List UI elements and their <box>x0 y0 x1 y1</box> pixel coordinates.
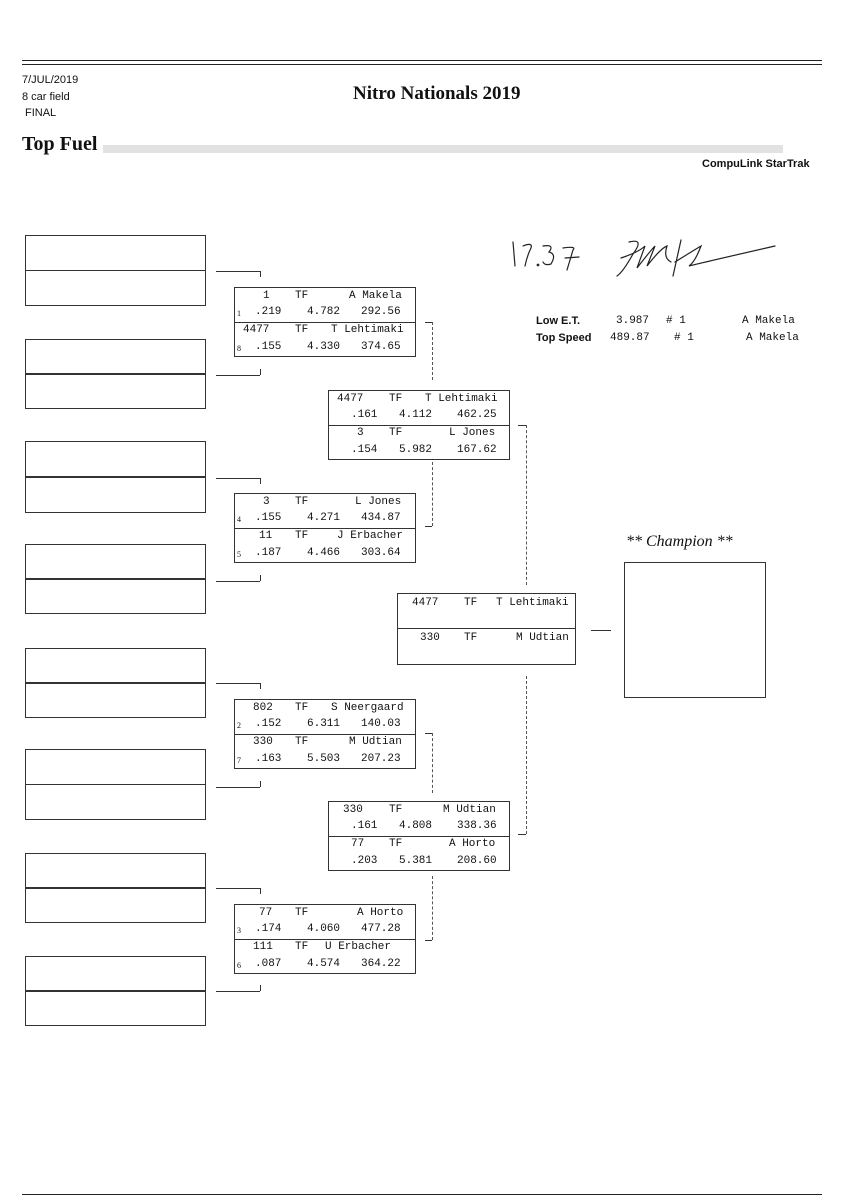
champion-box <box>624 562 766 698</box>
class-title: Top Fuel <box>22 133 98 155</box>
connector <box>425 526 432 527</box>
elapsed-time: 4.782 <box>307 306 341 318</box>
driver-name: T Lehtimaki <box>331 324 404 336</box>
speed: 434.87 <box>361 512 401 524</box>
match-divider <box>329 836 509 837</box>
elapsed-time: 4.466 <box>307 547 341 559</box>
elapsed-time: 4.112 <box>399 409 433 421</box>
match-divider <box>235 528 415 529</box>
entry-slot <box>25 477 206 513</box>
car-number: 802 <box>253 702 273 714</box>
entry-slot <box>25 887 206 923</box>
low-et-label: Low E.T. <box>536 315 580 327</box>
speed: 208.60 <box>457 855 497 867</box>
seed-number: 6 <box>237 961 241 970</box>
connector <box>526 676 527 834</box>
elapsed-time: 4.271 <box>307 512 341 524</box>
bottom-rule <box>22 1194 822 1195</box>
seed-number: 4 <box>237 515 241 524</box>
connector <box>260 888 261 894</box>
seed-number: 1 <box>237 309 241 318</box>
connector <box>260 575 261 581</box>
connector <box>432 322 433 380</box>
speed: 303.64 <box>361 547 401 559</box>
speed: 207.23 <box>361 753 401 765</box>
connector <box>518 834 526 835</box>
seed-number: 7 <box>237 756 241 765</box>
connector <box>260 985 261 991</box>
speed: 140.03 <box>361 718 401 730</box>
speed: 364.22 <box>361 958 401 970</box>
reaction-time: .087 <box>255 958 282 970</box>
seed-number: 5 <box>237 550 241 559</box>
car-number: 330 <box>343 804 363 816</box>
connector <box>591 630 611 631</box>
car-number: 3 <box>263 496 270 508</box>
class-code: TF <box>389 393 403 405</box>
round-name: FINAL <box>25 107 57 119</box>
reaction-time: .163 <box>255 753 282 765</box>
reaction-time: .174 <box>255 923 282 935</box>
entry-slot <box>25 441 206 477</box>
speed: 374.65 <box>361 341 401 353</box>
round1-match <box>234 493 416 563</box>
driver-name: S Neergaard <box>331 702 404 714</box>
class-code: TF <box>295 941 309 953</box>
match-divider <box>235 734 415 735</box>
entry-slot <box>25 956 206 992</box>
connector <box>260 683 261 689</box>
class-code: TF <box>295 496 309 508</box>
car-number: 11 <box>259 530 273 542</box>
entry-slot <box>25 339 206 375</box>
driver-name: A Horto <box>449 838 496 850</box>
elapsed-time: 4.574 <box>307 958 341 970</box>
reaction-time: .161 <box>351 409 378 421</box>
match-divider <box>329 425 509 426</box>
top-speed-label: Top Speed <box>536 332 592 344</box>
entry-slot <box>25 990 206 1026</box>
speed: 462.25 <box>457 409 497 421</box>
match-divider <box>398 628 575 629</box>
car-number: 111 <box>253 941 273 953</box>
top-speed-value: 489.87 <box>610 332 650 344</box>
entry-slot <box>25 578 206 614</box>
field-size: 8 car field <box>22 91 70 103</box>
class-code: TF <box>295 324 309 336</box>
car-number: 77 <box>351 838 365 850</box>
low-et-car: # 1 <box>666 315 686 327</box>
entry-slot <box>25 373 206 409</box>
connector <box>526 425 527 585</box>
connector <box>216 581 260 582</box>
top-speed-car: # 1 <box>674 332 694 344</box>
reaction-time: .187 <box>255 547 282 559</box>
elapsed-time: 6.311 <box>307 718 341 730</box>
class-code: TF <box>295 530 309 542</box>
driver-name: M Udtian <box>516 632 569 644</box>
top-rule-2 <box>22 64 822 65</box>
connector <box>216 375 260 376</box>
speed: 338.36 <box>457 820 497 832</box>
connector <box>216 683 260 684</box>
page-title: Nitro Nationals 2019 <box>353 83 521 104</box>
connector <box>260 478 261 484</box>
seed-number: 8 <box>237 344 241 353</box>
class-code: TF <box>295 290 309 302</box>
driver-name: M Udtian <box>349 736 402 748</box>
connector <box>216 271 260 272</box>
entry-slot <box>25 648 206 684</box>
reaction-time: .155 <box>255 341 282 353</box>
match-divider <box>235 322 415 323</box>
low-et-value: 3.987 <box>616 315 650 327</box>
entry-slot <box>25 682 206 718</box>
connector <box>216 787 260 788</box>
driver-name: T Lehtimaki <box>425 393 498 405</box>
reaction-time: .203 <box>351 855 378 867</box>
driver-name: L Jones <box>355 496 402 508</box>
driver-name: M Udtian <box>443 804 496 816</box>
car-number: 4477 <box>337 393 364 405</box>
speed: 167.62 <box>457 444 497 456</box>
class-code: TF <box>389 427 403 439</box>
top-rule <box>22 60 822 61</box>
reaction-time: .154 <box>351 444 378 456</box>
driver-name: A Horto <box>357 907 404 919</box>
entry-slot <box>25 749 206 785</box>
connector <box>216 991 260 992</box>
car-number: 1 <box>263 290 270 302</box>
elapsed-time: 4.060 <box>307 923 341 935</box>
system-label: CompuLink StarTrak <box>702 158 810 170</box>
reaction-time: .155 <box>255 512 282 524</box>
elapsed-time: 4.808 <box>399 820 433 832</box>
elapsed-time: 5.381 <box>399 855 433 867</box>
dotted-band <box>103 145 783 153</box>
handwritten-signature <box>505 232 785 282</box>
reaction-time: .161 <box>351 820 378 832</box>
low-et-driver: A Makela <box>742 315 795 327</box>
speed: 292.56 <box>361 306 401 318</box>
connector <box>216 888 260 889</box>
champion-label: ** Champion ** <box>626 533 733 550</box>
class-code: TF <box>389 838 403 850</box>
car-number: 77 <box>259 907 273 919</box>
seed-number: 3 <box>237 926 241 935</box>
driver-name: L Jones <box>449 427 496 439</box>
connector <box>425 322 432 323</box>
entry-slot <box>25 784 206 820</box>
round2-match <box>328 390 510 460</box>
speed: 477.28 <box>361 923 401 935</box>
car-number: 4477 <box>412 597 439 609</box>
connector <box>432 462 433 526</box>
reaction-time: .152 <box>255 718 282 730</box>
entry-slot <box>25 235 206 271</box>
entry-slot <box>25 270 206 306</box>
car-number: 4477 <box>243 324 270 336</box>
top-speed-driver: A Makela <box>746 332 799 344</box>
event-date: 7/JUL/2019 <box>22 74 79 86</box>
connector <box>216 478 260 479</box>
class-code: TF <box>295 736 309 748</box>
driver-name: A Makela <box>349 290 402 302</box>
car-number: 3 <box>357 427 364 439</box>
class-code: TF <box>389 804 403 816</box>
connector <box>260 271 261 277</box>
seed-number: 2 <box>237 721 241 730</box>
match-divider <box>235 939 415 940</box>
connector <box>432 876 433 940</box>
class-code: TF <box>464 597 478 609</box>
round1-match <box>234 699 416 769</box>
connector <box>432 733 433 793</box>
connector <box>260 781 261 787</box>
connector <box>260 369 261 375</box>
elapsed-time: 5.503 <box>307 753 341 765</box>
reaction-time: .219 <box>255 306 282 318</box>
class-code: TF <box>464 632 478 644</box>
entry-slot <box>25 853 206 889</box>
class-code: TF <box>295 907 309 919</box>
round1-match <box>234 287 416 357</box>
class-code: TF <box>295 702 309 714</box>
car-number: 330 <box>253 736 273 748</box>
driver-name: J Erbacher <box>337 530 404 542</box>
round2-match <box>328 801 510 871</box>
round1-match <box>234 904 416 974</box>
entry-slot <box>25 544 206 580</box>
connector <box>425 940 432 941</box>
final-match <box>397 593 576 665</box>
connector <box>518 425 526 426</box>
elapsed-time: 4.330 <box>307 341 341 353</box>
driver-name: U Erbacher <box>325 941 392 953</box>
connector <box>425 733 432 734</box>
driver-name: T Lehtimaki <box>496 597 569 609</box>
elapsed-time: 5.982 <box>399 444 433 456</box>
car-number: 330 <box>420 632 440 644</box>
